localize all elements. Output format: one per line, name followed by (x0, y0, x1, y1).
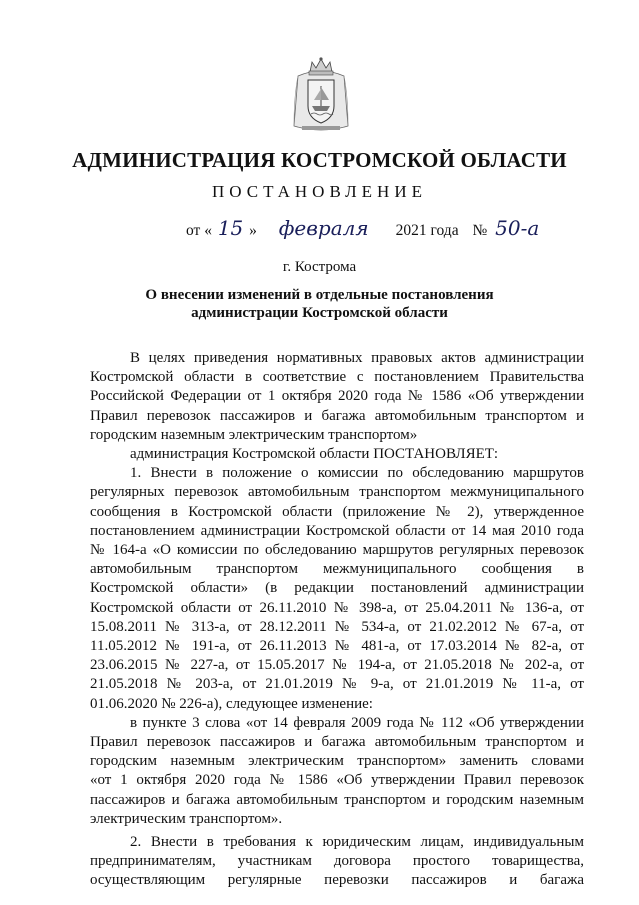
document-body (90, 349, 584, 891)
text-line: Костромской области от 26.11.2010 № 398-а, от 25.04.2011 № 136-а, от (90, 599, 584, 616)
text-line: электрическим транспортом». (90, 810, 283, 827)
text-line: предпринимателям, участникам договора простого товарищества, (90, 853, 584, 870)
text-line: Правил перевозок пассажиров и багажа автомобильным транспортом и (90, 407, 584, 424)
handwritten-month: февраля (278, 216, 369, 240)
text-line: № 164-а «О комиссии по обследованию маршрутов регулярных перевозок (90, 542, 584, 559)
text-line: Российской Федерации от 1 октября 2020 года № 1586 «Об утверждении (90, 388, 584, 405)
preamble-paragraph (90, 349, 584, 445)
text-line: Костромской области в соответствие с постановлением Правительства (90, 369, 584, 386)
text-line: 1. Внести в положение о комиссии по обследованию маршрутов (130, 465, 584, 482)
date-year: 2021 года (395, 222, 459, 239)
text-line: Правил перевозок пассажиров и багажа автомобильным транспортом и (90, 734, 584, 751)
date-prefix: от « (186, 222, 212, 239)
text-line: городским наземным электрическим транспортом» заменить словами (90, 753, 584, 770)
item-1-paragraph (90, 464, 584, 714)
text-line: 23.06.2015 № 227-а, от 15.05.2017 № 194-а, от 21.05.2018 № 202-а, от (90, 657, 584, 674)
decree-paragraph (90, 445, 584, 464)
decree-line: администрация Костромской области ПОСТАНОВЛЯЕТ: (130, 446, 499, 463)
document-type: ПОСТАНОВЛЕНИЕ (211, 182, 427, 201)
document-title (0, 286, 639, 322)
text-line: Костромской области» (в редакции постановлений администрации (90, 580, 584, 597)
text-line: постановлением администрации Костромской области от 14 мая 2010 года (90, 522, 584, 539)
text-line: 2. Внести в требования к юридическим лицам, индивидуальным (130, 834, 584, 851)
city-name: г. Кострома (282, 259, 357, 275)
text-line: осуществляющим регулярные перевозки пассажиров и багажа (90, 872, 584, 889)
text-line: сообщения в Костромской области (приложение № 2), утвержденное (90, 503, 584, 520)
text-line: 15.08.2011 № 313-а, от 28.12.2011 № 534-а, от 21.02.2012 № 67-а, от (90, 618, 584, 635)
text-line: регулярных перевозок автомобильным транспортом межмуниципального (90, 484, 584, 501)
text-line: «от 1 октября 2020 года № 1586 «Об утверждении Правил перевозок (90, 772, 584, 789)
text-line: В целях приведения нормативных правовых актов администрации (130, 350, 584, 366)
coat-of-arms-icon (290, 56, 352, 136)
text-line: в пункте 3 слова «от 14 февраля 2009 года № 112 «Об утверждении (130, 714, 584, 731)
text-line: 01.06.2020 № 226-а), следующее изменение: (90, 695, 373, 712)
handwritten-number: 50-а (495, 216, 540, 240)
clause-paragraph (90, 714, 584, 829)
text-line: 21.05.2018 № 203-а, от 21.01.2019 № 9-а, от 21.01.2019 № 11-а, от (90, 676, 584, 693)
date-day-suffix: » (249, 222, 257, 239)
title-line-1: О внесении изменений в отдельные постановления (145, 287, 494, 303)
text-line: автомобильным транспортом межмуниципального сообщения в (90, 561, 584, 578)
text-line: городским наземным электрическим транспортом» (90, 426, 418, 443)
item-2-paragraph (90, 833, 584, 891)
number-prefix: № (472, 222, 488, 239)
date-number-line (186, 216, 539, 240)
organization-name: АДМИНИСТРАЦИЯ КОСТРОМСКОЙ ОБЛАСТИ (72, 148, 567, 172)
handwritten-day: 15 (217, 216, 244, 240)
text-line: 11.05.2012 № 191-а, от 26.11.2013 № 481-а, от 17.03.2014 № 82-а, от (90, 638, 584, 655)
text-line: пассажиров и багажа автомобильным транспортом и городским наземным (90, 791, 584, 808)
title-line-2: администрации Костромской области (191, 305, 448, 321)
